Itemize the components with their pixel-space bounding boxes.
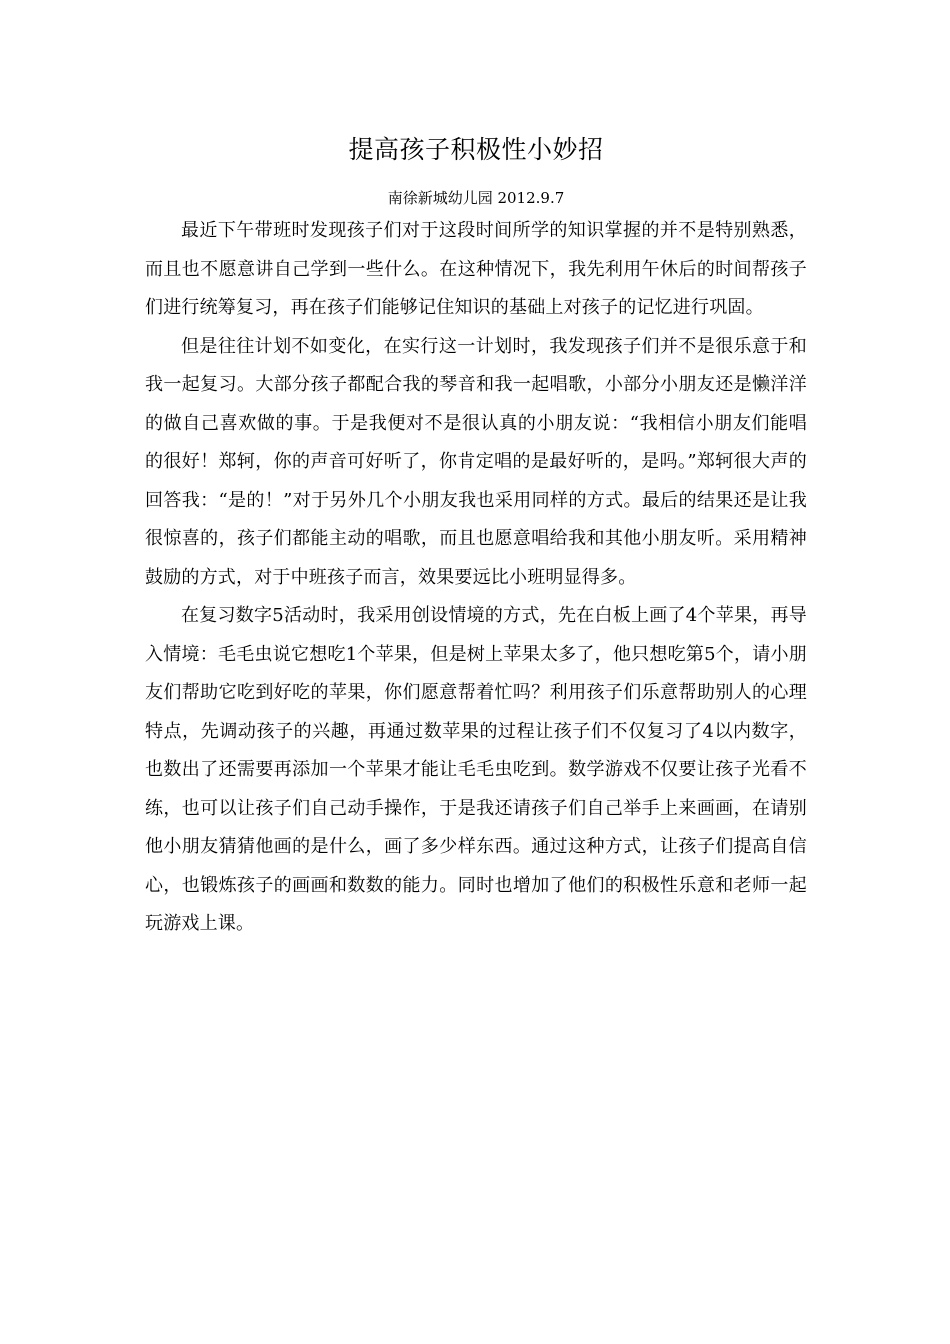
document-body	[145, 212, 807, 944]
paragraph-1: 最近下午带班时发现孩子们对于这段时间所学的知识掌握的并不是特别熟悉，而且也不愿意讲自己学到一些什么。在这种情况下，我先利用午休后的时间帮孩子们进行统筹复习，再在孩子们能够记住知识的基础上对孩子的记忆进行巩固。	[145, 220, 807, 318]
document-title: 提高孩子积极性小妙招	[348, 135, 604, 164]
paragraph-3: 在复习数字5活动时，我采用创设情境的方式，先在白板上画了4个苹果，再导入情境：毛毛虫说它想吃1个苹果，但是树上苹果太多了，他只想吃第5个，请小朋友们帮助它吃到好吃的苹果，你们愿意帮着忙吗？利用孩子们乐意帮助别人的心理特点，先调动孩子的兴趣，再通过数苹果的过程让孩子们不仅复习了4以内数字，也数出了还需要再添加一个苹果才能让毛毛虫吃到。数学游戏不仅要让孩子光看不练，也可以让孩子们自己动手操作，于是我还请孩子们自己举手上来画画，在请别他小朋友猜猜他画的是什么，画了多少样东西。通过这种方式，让孩子们提高自信心，也锻炼孩子的画画和数数的能力。同时也增加了他们的积极性乐意和老师一起玩游戏上课。	[145, 605, 807, 934]
document-page	[145, 128, 807, 944]
document-byline: 南徐新城幼儿园 2012.9.7	[387, 189, 565, 207]
paragraph-2: 但是往往计划不如变化，在实行这一计划时，我发现孩子们并不是很乐意于和我一起复习。大部分孩子都配合我的琴音和我一起唱歌，小部分小朋友还是懒洋洋的做自己喜欢做的事。于是我便对不是很认真的小朋友说：“我相信小朋友们能唱的很好！郑轲，你的声音可好听了，你肯定唱的是最好听的，是吗。”郑轲很大声的回答我：“是的！”对于另外几个小朋友我也采用同样的方式。最后的结果还是让我很惊喜的，孩子们都能主动的唱歌，而且也愿意唱给我和其他小朋友听。采用精神鼓励的方式，对于中班孩子而言，效果要远比小班明显得多。	[145, 335, 807, 588]
